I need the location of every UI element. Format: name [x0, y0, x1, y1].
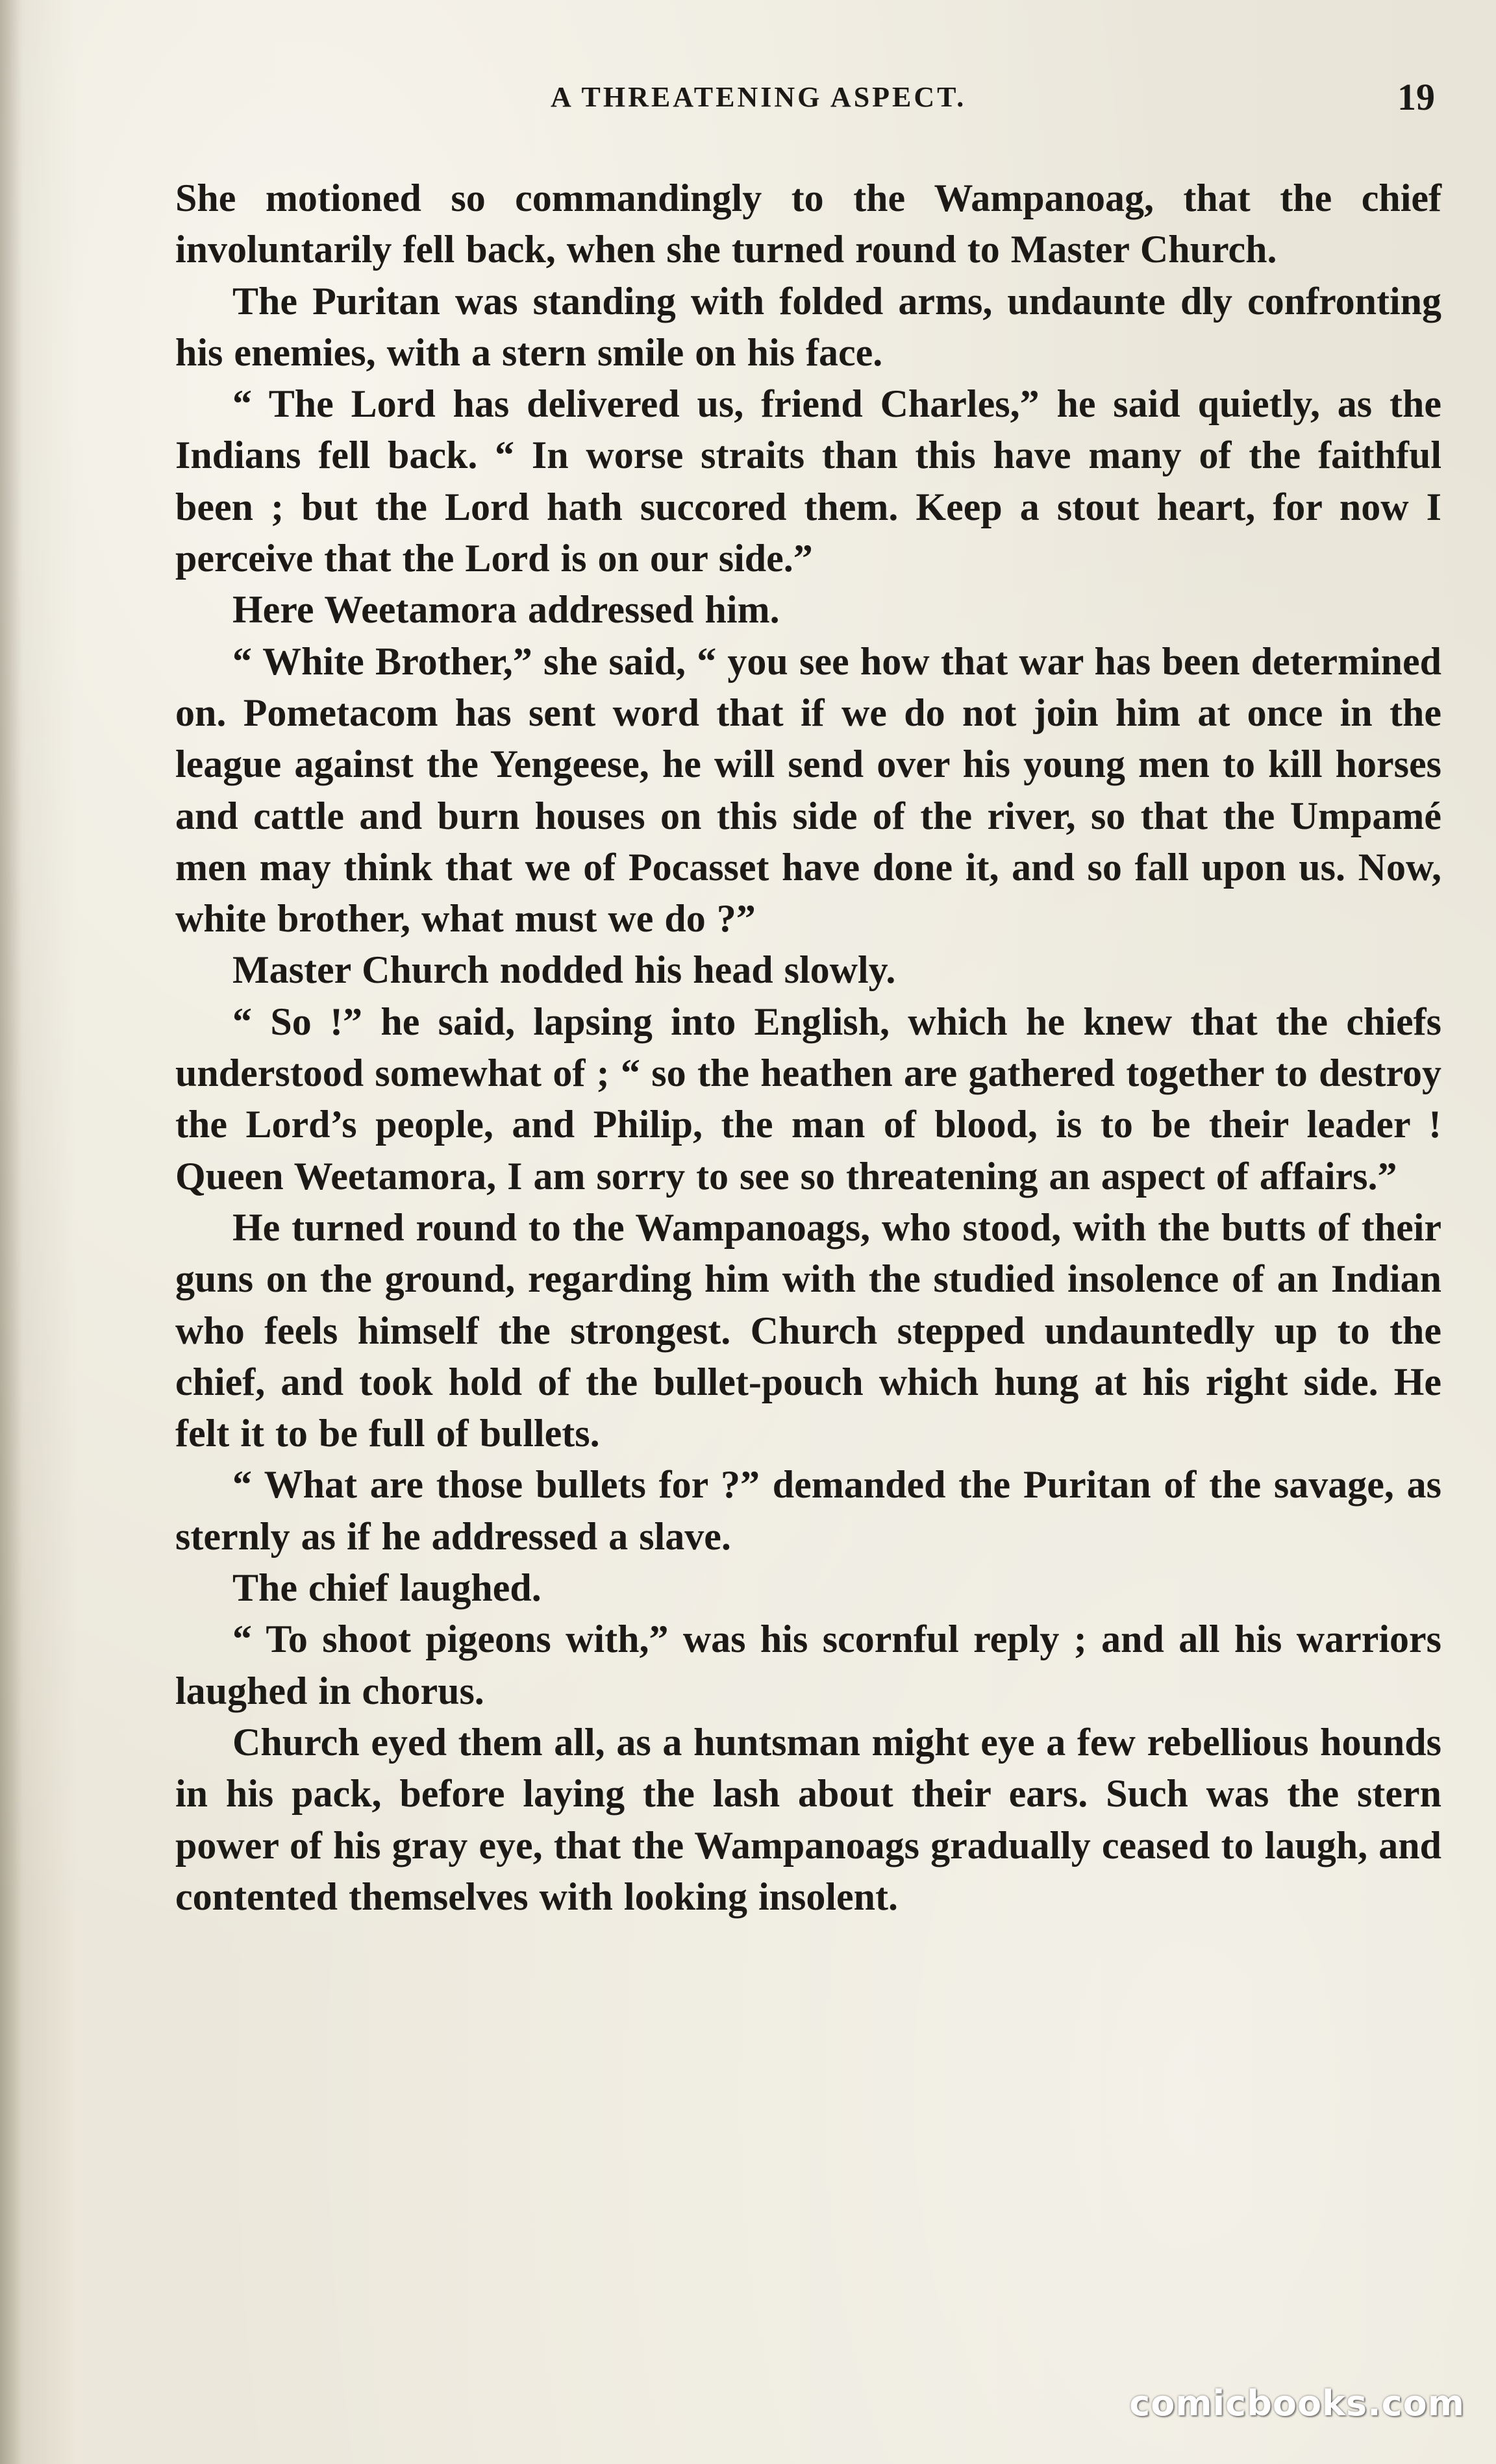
running-head: A THREATENING ASPECT.: [551, 81, 967, 113]
paragraph-10: The chief laughed.: [232, 1566, 542, 1610]
paragraph-12: Church eyed them all, as a huntsman might eye a few rebellious hounds in his pack, before laying the lash about their ears. Such was the stern power of his gray eye, that the Wampanoags gradually ceased to laugh, and contented themselves with looking insolent.: [175, 1720, 1441, 1918]
watermark: comicbooks.com: [1129, 2383, 1465, 2424]
paragraph-9: “ What are those bullets for ?” demanded the Puritan of the savage, as sternly as if he addressed a slave.: [175, 1463, 1441, 1558]
page-header: [175, 75, 1435, 127]
page-edge-shadow: [0, 0, 22, 2464]
paragraph-7: “ So !” he said, lapsing into English, which he knew that the chiefs understood somewhat of ; “ so the heathen are gathered together to destroy the Lord’s people, and Philip, the man of blood, is to be their leader ! Queen Weetamora, I am sorry to see so threatening an aspect of affairs.”: [175, 1000, 1441, 1198]
paragraph-3: “ The Lord has delivered us, friend Charles,” he said quietly, as the Indians fell back. “ In worse straits than this have many of the faithful been ; but the Lord hath succored them. Keep a stout heart, for now I perceive that the Lord is on our side.”: [175, 382, 1441, 580]
paragraph-4: Here Weetamora addressed him.: [232, 588, 780, 632]
paragraph-1: She motioned so commandingly to the Wampanoag, that the chief involuntarily fell back, when she turned round to Master Church.: [175, 177, 1441, 271]
body-text: [175, 173, 1441, 1923]
paragraph-8: He turned round to the Wampanoags, who stood, with the butts of their guns on the ground, regarding him with the studied insolence of an Indian who feels himself the strongest. Church stepped undauntedly up to the chief, and took hold of the bullet-pouch which hung at his right side. He felt it to be full of bullets.: [175, 1205, 1441, 1455]
paragraph-11: “ To shoot pigeons with,” was his scornful reply ; and all his warriors laughed in chorus.: [175, 1618, 1441, 1712]
paragraph-2: The Puritan was standing with folded arms, undaunte dly confronting his enemies, with a stern smile on his face.: [175, 279, 1441, 374]
page-number: 19: [1397, 76, 1435, 118]
paragraph-6: Master Church nodded his head slowly.: [232, 948, 896, 992]
paragraph-5: “ White Brother,” she said, “ you see how that war has been determined on. Pometacom has sent word that if we do not join him at once in the league against the Yengeese, he will send over his young men to kill horses and cattle and burn houses on this side of the river, so that the Umpamé men may think that we of Pocasset have done it, and so fall upon us. Now, white brother, what must we do ?”: [175, 639, 1441, 941]
